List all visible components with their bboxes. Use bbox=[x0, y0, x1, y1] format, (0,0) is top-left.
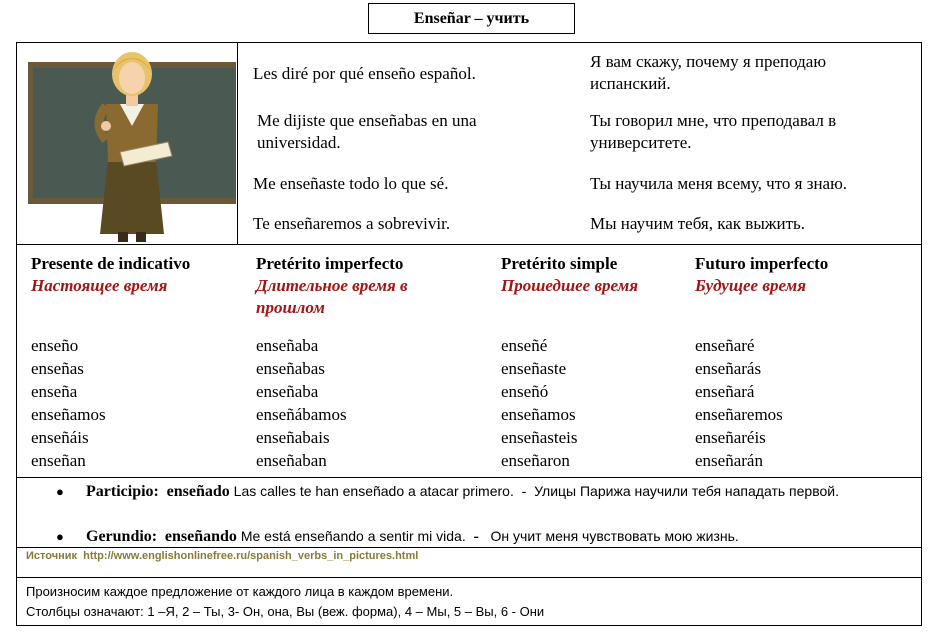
imperfecto-forms bbox=[256, 334, 347, 472]
conjugation-form: enseñas bbox=[31, 359, 84, 378]
conjugation-form: enseñaron bbox=[501, 451, 570, 470]
divider-examples bbox=[16, 244, 922, 245]
conjugation-form: enseñabais bbox=[256, 428, 330, 447]
gerundio-form: enseñando bbox=[164, 528, 237, 545]
bullet-icon: ● bbox=[56, 529, 64, 544]
usage-note bbox=[26, 582, 544, 622]
example-es-1: Les diré por qué enseño español. bbox=[253, 64, 476, 83]
tense-header-futuro: Futuro imperfecto bbox=[695, 254, 829, 273]
divider-conjugation bbox=[16, 477, 922, 478]
conjugation-form: enseñamos bbox=[501, 405, 576, 424]
conjugation-form: enseñasteis bbox=[501, 428, 578, 447]
example-es-2: Me dijiste que enseñabas en una universidad. bbox=[257, 111, 477, 152]
conjugation-form: enseño bbox=[31, 336, 79, 355]
participio-example: Las calles te han enseñado a atacar primero. bbox=[233, 483, 514, 499]
participio-form: enseñado bbox=[166, 483, 230, 500]
teacher-at-blackboard-illustration bbox=[22, 44, 236, 243]
source-line bbox=[26, 550, 418, 562]
example-ru-3: Ты научила меня всему, что я знаю. bbox=[590, 174, 848, 193]
divider-source bbox=[16, 577, 922, 578]
participio-dash: - bbox=[521, 483, 527, 499]
note-line-1: Произносим каждое предложение от каждого лица в каждом времени. bbox=[26, 584, 454, 599]
conjugation-form: enseñarás bbox=[695, 359, 762, 378]
participio-line bbox=[86, 481, 906, 502]
example-ru-2: Ты говорил мне, что преподавал в университете. bbox=[590, 111, 837, 152]
conjugation-form: enseñaré bbox=[695, 336, 755, 355]
gerundio-example: Me está enseñando a sentir mi vida. bbox=[240, 528, 466, 544]
example-es-3: Me enseñaste todo lo que sé. bbox=[253, 174, 449, 193]
source-label: Источник bbox=[26, 550, 78, 562]
gerundio-dash: - bbox=[473, 528, 479, 545]
note-line-2: Столбцы означают: 1 –Я, 2 – Ты, 3- Он, она, Вы (веж. форма), 4 – Мы, 5 – Вы, 6 - Они bbox=[26, 604, 545, 619]
tense-header-imperfecto: Pretérito imperfecto bbox=[256, 254, 404, 273]
conjugation-form: enseñé bbox=[501, 336, 548, 355]
conjugation-form: enseñan bbox=[31, 451, 86, 470]
tense-header-presente-ru: Настоящее время bbox=[31, 276, 168, 295]
conjugation-form: enseñaréis bbox=[695, 428, 766, 447]
tense-header-futuro-ru: Будущее время bbox=[695, 276, 806, 295]
conjugation-form: enseñará bbox=[695, 382, 755, 401]
presente-forms bbox=[31, 334, 106, 472]
conjugation-form: enseña bbox=[31, 382, 78, 401]
example-ru-1: Я вам скажу, почему я преподаю испанский. bbox=[590, 52, 827, 93]
conjugation-form: enseñaremos bbox=[695, 405, 783, 424]
example-ru-4: Мы научим тебя, как выжить. bbox=[590, 214, 806, 233]
conjugation-form: enseñáis bbox=[31, 428, 89, 447]
gerundio-label: Gerundio: bbox=[86, 528, 158, 545]
illustration-divider bbox=[237, 43, 238, 244]
gerundio-translation: Он учит меня чувствовать мою жизнь. bbox=[490, 528, 739, 544]
futuro-forms bbox=[695, 334, 783, 472]
gerundio-line bbox=[86, 526, 906, 547]
conjugation-form: enseñarán bbox=[695, 451, 763, 470]
source-link[interactable]: http://www.englishonlinefree.ru/spanish_verbs_in_pictures.html bbox=[83, 550, 419, 562]
conjugation-form: enseñó bbox=[501, 382, 549, 401]
divider-participles bbox=[16, 547, 922, 548]
bullet-icon: ● bbox=[56, 484, 64, 499]
tense-header-preterito: Pretérito simple bbox=[501, 254, 618, 273]
conjugation-form: enseñábamos bbox=[256, 405, 347, 424]
conjugation-form: enseñaban bbox=[256, 451, 327, 470]
example-es-4: Te enseñaremos a sobrevivir. bbox=[253, 214, 451, 233]
participio-label: Participio: bbox=[86, 483, 159, 500]
conjugation-form: enseñaba bbox=[256, 382, 319, 401]
conjugation-form: enseñamos bbox=[31, 405, 106, 424]
participio-translation: Улицы Парижа научили тебя нападать первой. bbox=[534, 483, 839, 499]
tense-header-imperfecto-ru: Длительное время в прошлом bbox=[256, 276, 408, 317]
page-title: Enseñar – учить bbox=[368, 3, 575, 34]
tense-header-presente: Presente de indicativo bbox=[31, 254, 191, 273]
conjugation-form: enseñaste bbox=[501, 359, 567, 378]
conjugation-form: enseñaba bbox=[256, 336, 319, 355]
tense-header-preterito-ru: Прошедшее время bbox=[501, 276, 639, 295]
conjugation-form: enseñabas bbox=[256, 359, 325, 378]
preterito-forms bbox=[501, 334, 577, 472]
